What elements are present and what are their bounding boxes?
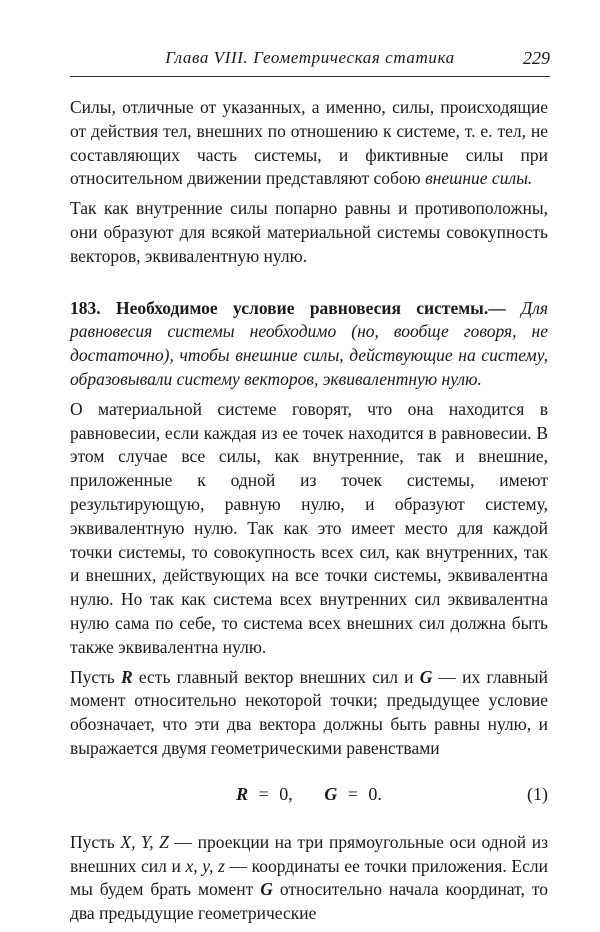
running-title: Глава VIII. Геометрическая статика bbox=[165, 48, 455, 67]
symbols-XYZ: X, Y, Z bbox=[120, 831, 169, 852]
paragraph-external-forces bbox=[70, 96, 548, 191]
symbol-G: G bbox=[260, 879, 273, 900]
paragraph-internal-forces: Так как внутренние силы попарно равны и противоположны, они образуют для всякой материальной системы совокупность векторов, эквивалентную нулю. bbox=[70, 198, 548, 266]
section-183 bbox=[70, 297, 548, 392]
symbol-R: R bbox=[236, 783, 249, 804]
text-segment: — координаты ее точки приложения. Если мы будем брать момент bbox=[70, 855, 548, 900]
paragraph-projections bbox=[70, 831, 548, 926]
text-segment: Пусть bbox=[70, 831, 121, 852]
symbol-G: G bbox=[419, 666, 433, 687]
running-header bbox=[70, 48, 550, 76]
paragraph-main-vector bbox=[70, 666, 548, 761]
equation-number: (1) bbox=[527, 783, 548, 804]
symbols-xyz: x, y, z bbox=[185, 855, 225, 876]
section-heading: 183. Необходимое условие равновесия системы.— bbox=[70, 297, 506, 318]
text-segment: есть главный вектор внешних сил и bbox=[132, 666, 420, 687]
equation-1 bbox=[70, 775, 548, 815]
text-segment: — их главный момент относительно некоторой точки; предыдущее условие обозначает, что эти два вектора должны быть равны нулю, и выражается двумя геометрическими равенствами bbox=[70, 666, 548, 758]
equation-part: = 0, bbox=[248, 783, 325, 804]
text-segment: Пусть bbox=[70, 666, 121, 687]
header-rule bbox=[70, 76, 550, 77]
section-statement: Для равновесия системы необходимо (но, вообще говоря, не достаточно), чтобы внешние силы, действующие на систему, образовывали систему векторов, эквивалентную нулю. bbox=[70, 297, 548, 389]
text-segment: — проекции на три прямоугольные оси одной из внешних сил и bbox=[70, 831, 548, 876]
symbol-R: R bbox=[120, 666, 133, 687]
page-number: 229 bbox=[523, 48, 550, 68]
text-segment: относительно начала координат, то два предыдущие геометрические bbox=[70, 879, 548, 924]
equation-body bbox=[70, 783, 548, 807]
section-gap bbox=[70, 275, 548, 297]
paragraph-equilibrium: О материальной системе говорят, что она находится в равновесии, если каждая из ее точек находится в равновесии. В этом случае все силы, как внутренние, так и внешние, приложенные к одной из точек системы, имеют результирующую, равную нулю, и образуют систему, эквивалентную нулю. Так как это имеет место для каждой точки системы, то совокупность всех сил, как внутренних, так и внешних, действующих на все точки системы, эквивалентна нулю. Но так как система всех внутренних сил эквивалентна нулю сама по себе, то система всех внешних сил должна быть также эквивалентна нулю. bbox=[70, 398, 548, 657]
symbol-G: G bbox=[324, 783, 338, 804]
page-body bbox=[70, 96, 548, 932]
emphasis-external-forces: внешние силы. bbox=[425, 168, 533, 189]
equation-part: = 0. bbox=[337, 783, 382, 804]
paragraph-text: Силы, отличные от указанных, а именно, силы, происходящие от действия тел, внешних по отношению к системе, т. е. тел, не составляющих часть системы, и фиктивные силы при относительном движении представляют собою bbox=[70, 97, 548, 189]
